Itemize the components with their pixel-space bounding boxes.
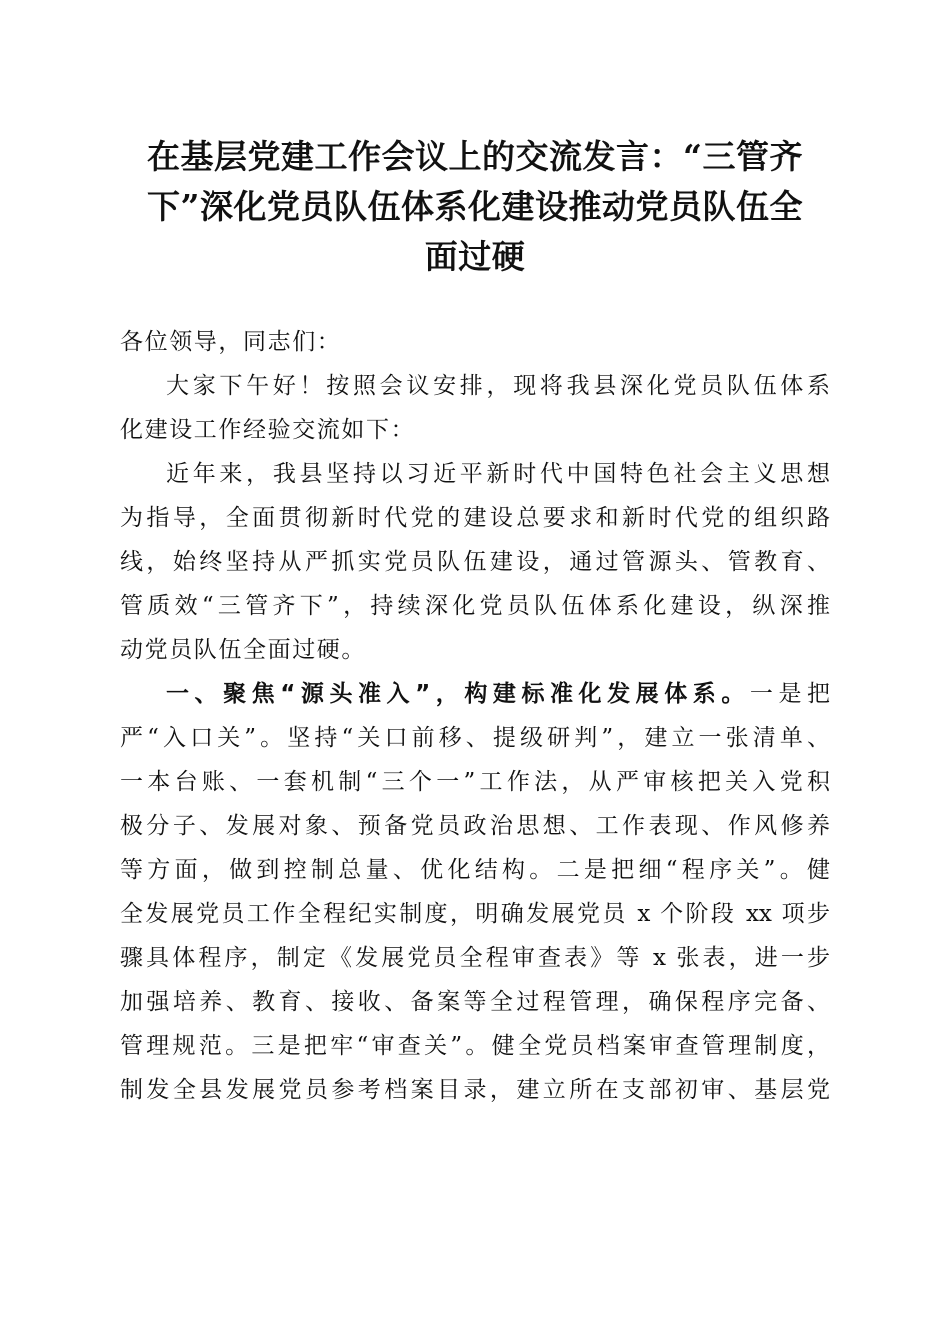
document-title (100, 132, 850, 282)
paragraph-line: 管质效“三管齐下”，持续深化党员队伍体系化建设，纵深推 (120, 593, 830, 619)
paragraph-line: 极分子、发展对象、预备党员政治思想、工作表现、作风修养 (120, 813, 830, 839)
paragraph-line: 制发全县发展党员参考档案目录，建立所在支部初审、基层党 (120, 1077, 830, 1103)
paragraph-line: 大家下午好！按照会议安排，现将我县深化党员队伍体系 (166, 373, 830, 399)
title-line: 在基层党建工作会议上的交流发言：“三管齐 (147, 137, 803, 176)
paragraph-line: 严“入口关”。坚持“关口前移、提级研判”，建立一张清单、 (120, 725, 830, 751)
paragraph-line: 等方面，做到控制总量、优化结构。二是把细“程序关”。健 (120, 857, 830, 883)
paragraph-line: 化建设工作经验交流如下： (120, 417, 416, 443)
section-first-line (120, 672, 830, 716)
title-line: 下”深化党员队伍体系化建设推动党员队伍全 (147, 187, 803, 226)
section-heading: 一、聚焦“源头准入”，构建标准化发展体系。 (166, 681, 750, 707)
paragraph-line: 一本台账、一套机制“三个一”工作法，从严审核把关入党积 (120, 769, 830, 795)
title-line: 面过硬 (424, 237, 526, 276)
paragraph-line: 全发展党员工作全程纪实制度，明确发展党员 x 个阶段 xx 项步 (120, 901, 830, 927)
section-text-run: 一是把 (749, 681, 831, 707)
document-body (120, 320, 830, 1112)
paragraph-line: 线，始终坚持从严抓实党员队伍建设，通过管源头、管教育、 (120, 549, 830, 575)
paragraph-line: 近年来，我县坚持以习近平新时代中国特色社会主义思想 (166, 461, 830, 487)
paragraph-line: 加强培养、教育、接收、备案等全过程管理，确保程序完备、 (120, 989, 830, 1015)
paragraph-line: 骤具体程序，制定《发展党员全程审查表》等 x 张表，进一步 (120, 945, 830, 971)
salutation: 各位领导，同志们： (120, 329, 342, 355)
paragraph-greeting (120, 364, 830, 452)
paragraph-line: 动党员队伍全面过硬。 (120, 637, 366, 663)
paragraph-line: 管理规范。三是把牢“审查关”。健全党员档案审查管理制度， (120, 1033, 830, 1059)
paragraph-intro (120, 452, 830, 672)
section-source-admission (120, 672, 830, 1112)
paragraph-line: 为指导，全面贯彻新时代党的建设总要求和新时代党的组织路 (120, 505, 830, 531)
